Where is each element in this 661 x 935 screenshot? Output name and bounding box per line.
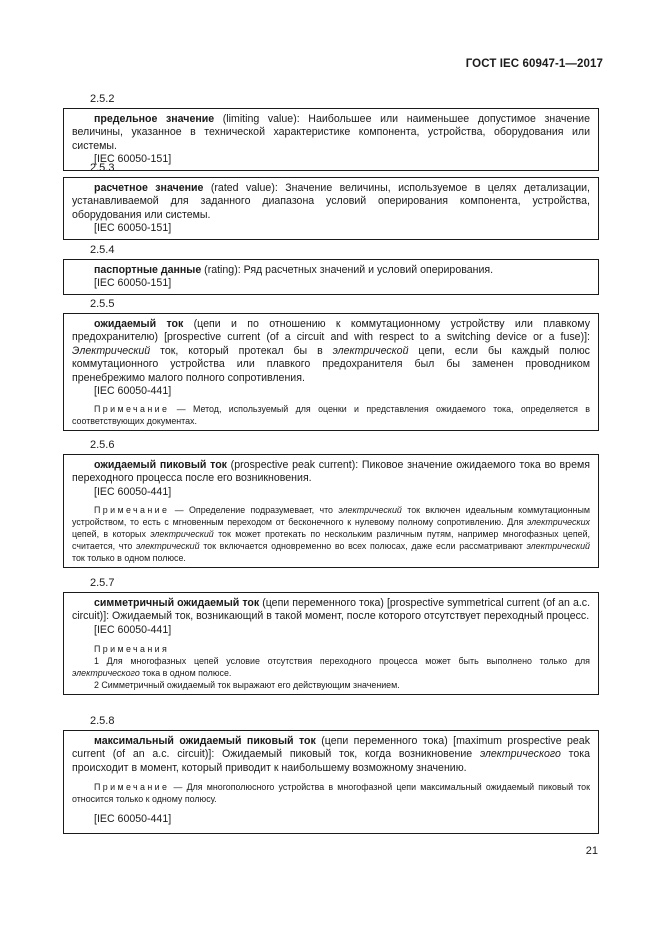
term-entry-2-5-8: [63, 730, 599, 834]
source-reference: [IEC 60050-441]: [94, 385, 172, 398]
source-reference: [IEC 60050-441]: [94, 813, 172, 826]
note-text: — Для многополюсного устройства в многофазной цепи максимальный ожидаемый пиковый ток относится только к одному полюсу.: [72, 782, 590, 805]
term-definition-italic: Электрический: [72, 344, 151, 357]
clause-number: 2.5.2: [90, 93, 115, 105]
note: [72, 403, 590, 427]
term-definition: (rated value): Значение величины, используемое в целях детализации, устанавливаемой для заданного диапазона условий оперирования компонента, устройства, оборудования или системы.: [72, 182, 590, 221]
notes-label: Примечания: [94, 644, 170, 655]
term-entry-2-5-7: [63, 592, 599, 695]
term-definition-italic: электрического: [479, 748, 561, 761]
clause-number: 2.5.4: [90, 244, 115, 256]
clause-number: 2.5.8: [90, 715, 115, 727]
note-text-italic: электрический: [526, 541, 590, 552]
term-definition: (цепи переменного тока) [prospective symmetrical current (of an a.c. circuit)]: Ожидаемый ток, возникающий в такой момент, после которого отсутствует переходный процесс.: [72, 597, 591, 623]
term-definition: (цепи переменного тока) [maximum prospective peak current (of an a.c. circuit)]: Ожидаемый пиковый ток, когда возникновение: [72, 735, 590, 761]
term-entry-2-5-5: [63, 313, 599, 431]
note-text: 1 Для многофазных цепей условие отсутствия переходного процесса может быть выполнено только для: [94, 656, 590, 667]
term-definition: цепи, если бы каждый полюс коммутационного устройства или плавкого предохранителя был бы заменен проводником пренебрежимо малого полного сопротивления.: [72, 344, 590, 384]
note-text-italic: электрических: [527, 517, 590, 528]
note-text: ток включается одновременно во всех полюсах, даже если рассматривают: [199, 541, 527, 552]
note-text-italic: электрический: [136, 541, 200, 552]
term-definition: тока происходит в момент, который приводит к наибольшему возможному значению.: [72, 748, 590, 774]
note-label: Примечание: [94, 404, 170, 415]
term-definition: (rating): Ряд расчетных значений и условий оперирования.: [201, 264, 494, 276]
note-text: — Метод, используемый для оценки и представления ожидаемого тока, определяется в соответствующих документах.: [72, 404, 590, 427]
term-definition: (цепи и по отношению к коммутационному устройству или плавкому предохранителю) [prospective current (of a circuit and with respect to a switching device or a fuse)]:: [72, 318, 590, 344]
term-title: паспортные данные: [94, 264, 202, 276]
source-reference: [IEC 60050-441]: [94, 623, 172, 636]
note-label: Примечание: [94, 505, 170, 516]
note-text-italic: электрического: [72, 668, 140, 679]
note-item: [72, 655, 590, 679]
note-text: ток только в одном полюсе.: [72, 553, 186, 564]
note-text: — Определение подразумевает, что: [169, 505, 339, 516]
term-definition-italic: электрической: [332, 344, 409, 357]
source-reference: [IEC 60050-151]: [94, 277, 172, 290]
term-definition: (prospective peak current): Пиковое значение ожидаемого тока во время переходного процесса после его возникновения.: [72, 459, 590, 485]
source-reference: [IEC 60050-151]: [94, 222, 172, 235]
term-title: симметричный ожидаемый ток: [94, 597, 260, 609]
note: [72, 781, 590, 805]
note-text: ток включен идеальным коммутационным устройством, то есть с мгновенным переходом от бесконечного к нулевому полному сопротивлению. Для: [72, 505, 590, 528]
term-entry-2-5-3: [63, 177, 599, 240]
page-number: 21: [585, 845, 598, 857]
note-text-italic: электрический: [150, 529, 214, 540]
term-entry-2-5-6: [63, 454, 599, 568]
note-label: Примечание: [94, 782, 170, 793]
note-text-italic: электрический: [338, 505, 402, 516]
clause-number: 2.5.6: [90, 439, 115, 451]
term-definition: (limiting value): Наибольшее или наименьшее допустимое значение величины, указанное в технической характеристике компонента, устройства, оборудования или системы.: [72, 113, 590, 152]
clause-number: 2.5.7: [90, 577, 115, 589]
term-entry-2-5-4: [63, 259, 599, 295]
note-text: тока в одном полюсе.: [139, 668, 232, 679]
note-item: 2 Симметричный ожидаемый ток выражают его действующим значением.: [94, 680, 400, 691]
note-text: ток может протекать по нескольким различным путям, например многофазных цепей, считается, что: [72, 529, 590, 552]
clause-number: 2.5.5: [90, 298, 115, 310]
standard-designation: ГОСТ IEC 60947-1—2017: [465, 58, 603, 70]
clause-number: 2.5.3: [90, 162, 115, 174]
term-title: максимальный ожидаемый пиковый ток: [94, 735, 316, 747]
term-definition: ток, который протекал бы в: [150, 344, 333, 357]
term-title: ожидаемый пиковый ток: [94, 459, 227, 471]
note-text: цепей, в которых: [72, 529, 151, 540]
term-title: предельное значение: [94, 113, 215, 125]
note: [72, 504, 590, 564]
term-title: ожидаемый ток: [94, 318, 184, 330]
term-entry-2-5-2: [63, 108, 599, 171]
source-reference: [IEC 60050-151]: [94, 153, 172, 166]
term-title: расчетное значение: [94, 182, 204, 194]
source-reference: [IEC 60050-441]: [94, 485, 172, 498]
